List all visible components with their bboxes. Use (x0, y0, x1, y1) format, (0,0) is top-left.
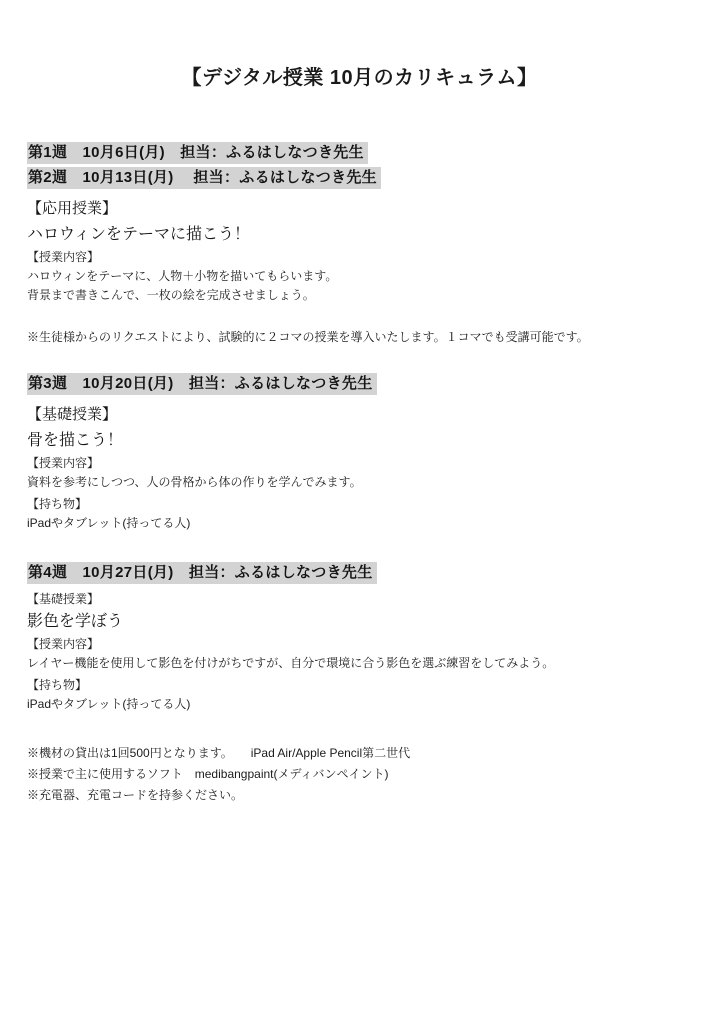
week4-content-line: レイヤー機能を使用して影色を付けがちですが、自分で環境に合う影色を選ぶ練習をしてみよう。 (27, 656, 555, 670)
week1-header-row (27, 142, 692, 164)
request-note: ※生徒様からのリクエストにより、試験的に２コマの授業を導入いたします。１コマでも受講可能です。 (27, 330, 589, 344)
page-title: 【デジタル授業 10月のカリキュラム】 (181, 67, 538, 89)
footer-note-equipment: ※機材の貸出は1回500円となります。 iPad Air/Apple Pencil第二世代 (27, 746, 411, 760)
week4-header: 第4週 10月27日(月) 担当：ふるはしなつき先生 (27, 562, 377, 584)
document-body (0, 142, 719, 806)
week3-header: 第3週 10月20日(月) 担当：ふるはしなつき先生 (27, 373, 377, 395)
week4-lesson-title: 影色を学ぼう (27, 613, 124, 630)
week3-content-line: 資料を参考にしつつ、人の骨格から体の作りを学んでみます。 (27, 475, 362, 489)
week2-header-row (27, 167, 692, 189)
week12-content-line: 背景まで書きこんで、一枚の絵を完成させましょう。 (27, 288, 315, 302)
footer-note-software: ※授業で主に使用するソフト medibangpaint(メディバンペイント) (27, 767, 389, 781)
week3-course-type-label: 【基礎授業】 (27, 406, 118, 423)
week1-header: 第1週 10月6日(月) 担当：ふるはしなつき先生 (27, 142, 368, 164)
week12-content-line: ハロウィンをテーマに、人物＋小物を描いてもらいます。 (27, 269, 338, 283)
week3-items-line: iPadやタブレット(持ってる人) (27, 516, 191, 530)
week4-content-label: 【授業内容】 (27, 637, 100, 651)
week4-items-label: 【持ち物】 (27, 678, 88, 692)
week3-lesson-title: 骨を描こう！ (27, 432, 124, 449)
footer-note-charger: ※充電器、充電コードを持参ください。 (27, 788, 244, 802)
week3-header-row (27, 373, 692, 395)
week3-items-label: 【持ち物】 (27, 497, 88, 511)
week12-lesson-title: ハロウィンをテーマに描こう！ (27, 226, 251, 243)
footer-notes (27, 743, 692, 806)
week3-content-label: 【授業内容】 (27, 456, 100, 470)
week4-items-line: iPadやタブレット(持ってる人) (27, 697, 191, 711)
week4-course-type-label: 【基礎授業】 (27, 592, 100, 606)
week12-content-label: 【授業内容】 (27, 250, 100, 264)
week4-header-row (27, 562, 692, 584)
week2-header: 第2週 10月13日(月) 担当：ふるはしなつき先生 (27, 167, 381, 189)
week12-course-type-label: 【応用授業】 (27, 200, 118, 217)
